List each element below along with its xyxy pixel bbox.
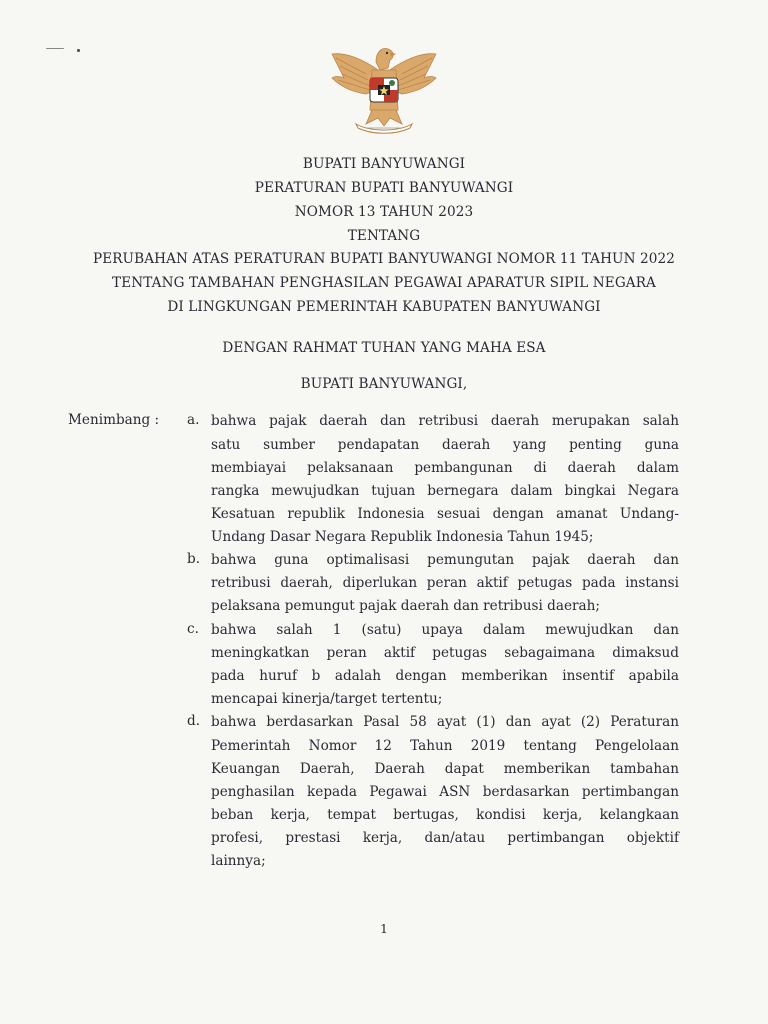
item-c-line: pada huruf b adalah dengan memberikan insentif apabila xyxy=(211,668,679,684)
scan-speck xyxy=(77,49,80,52)
item-d-line: lainnya; xyxy=(211,853,266,869)
about-label: TENTANG xyxy=(347,228,421,244)
title-line-3: DI LINGKUNGAN PEMERINTAH KABUPATEN BANYUWANGI xyxy=(167,299,601,315)
item-a-line: bahwa pajak daerah dan retribusi daerah merupakan salah xyxy=(211,413,679,429)
item-c-line: mencapai kinerja/target tertentu; xyxy=(211,691,443,707)
item-d-line: penghasilan kepada Pegawai ASN berdasarkan pertimbangan xyxy=(211,784,679,800)
item-d-line: Pemerintah Nomor 12 Tahun 2019 tentang Pengelolaan xyxy=(211,738,679,754)
item-b-line: pelaksana pemungut pajak daerah dan retribusi daerah; xyxy=(211,598,600,614)
item-a-line: Undang Dasar Negara Republik Indonesia Tahun 1945; xyxy=(211,529,594,545)
item-a-line: Kesatuan republik Indonesia sesuai dengan amanat Undang- xyxy=(211,506,679,522)
regulation-type: PERATURAN BUPATI BANYUWANGI xyxy=(254,180,514,196)
scan-speck xyxy=(46,48,64,49)
item-b-line: retribusi daerah, diperlukan peran aktif petugas pada instansi xyxy=(211,575,679,591)
item-c-line: bahwa salah 1 (satu) upaya dalam mewujudkan dan xyxy=(211,622,679,638)
item-d-line: profesi, prestasi kerja, dan/atau pertimbangan objektif xyxy=(211,830,679,846)
issuer-comma: BUPATI BANYUWANGI, xyxy=(300,376,468,392)
item-letter-c: c. xyxy=(187,621,199,637)
item-letter-d: d. xyxy=(187,713,201,729)
item-d-line: Keuangan Daerah, Daerah dapat memberikan tambahan xyxy=(211,761,679,777)
item-letter-b: b. xyxy=(187,551,201,567)
title-line-2: TENTANG TAMBAHAN PENGHASILAN PEGAWAI APARATUR SIPIL NEGARA xyxy=(112,275,656,291)
invocation: DENGAN RAHMAT TUHAN YANG MAHA ESA xyxy=(222,340,546,356)
issuer-heading: BUPATI BANYUWANGI xyxy=(302,156,466,172)
item-a-line: rangka mewujudkan tujuan bernegara dalam bingkai Negara xyxy=(211,483,679,499)
item-d-line: bahwa berdasarkan Pasal 58 ayat (1) dan ayat (2) Peraturan xyxy=(211,714,679,730)
garuda-emblem-icon xyxy=(326,40,442,136)
item-letter-a: a. xyxy=(187,412,200,428)
considerations-label: Menimbang : xyxy=(68,412,160,428)
item-c-line: meningkatkan peran aktif petugas sebagaimana dimaksud xyxy=(211,645,679,661)
item-a-line: satu sumber pendapatan daerah yang penting guna xyxy=(211,437,679,453)
regulation-number: NOMOR 13 TAHUN 2023 xyxy=(294,204,474,220)
page-number: 1 xyxy=(380,921,388,936)
title-line-1: PERUBAHAN ATAS PERATURAN BUPATI BANYUWANGI NOMOR 11 TAHUN 2022 xyxy=(92,251,676,267)
item-b-line: bahwa guna optimalisasi pemungutan pajak daerah dan xyxy=(211,552,679,568)
item-d-line: beban kerja, tempat bertugas, kondisi kerja, kelangkaan xyxy=(211,807,679,823)
item-a-line: membiayai pelaksanaan pembangunan di daerah dalam xyxy=(211,460,679,476)
